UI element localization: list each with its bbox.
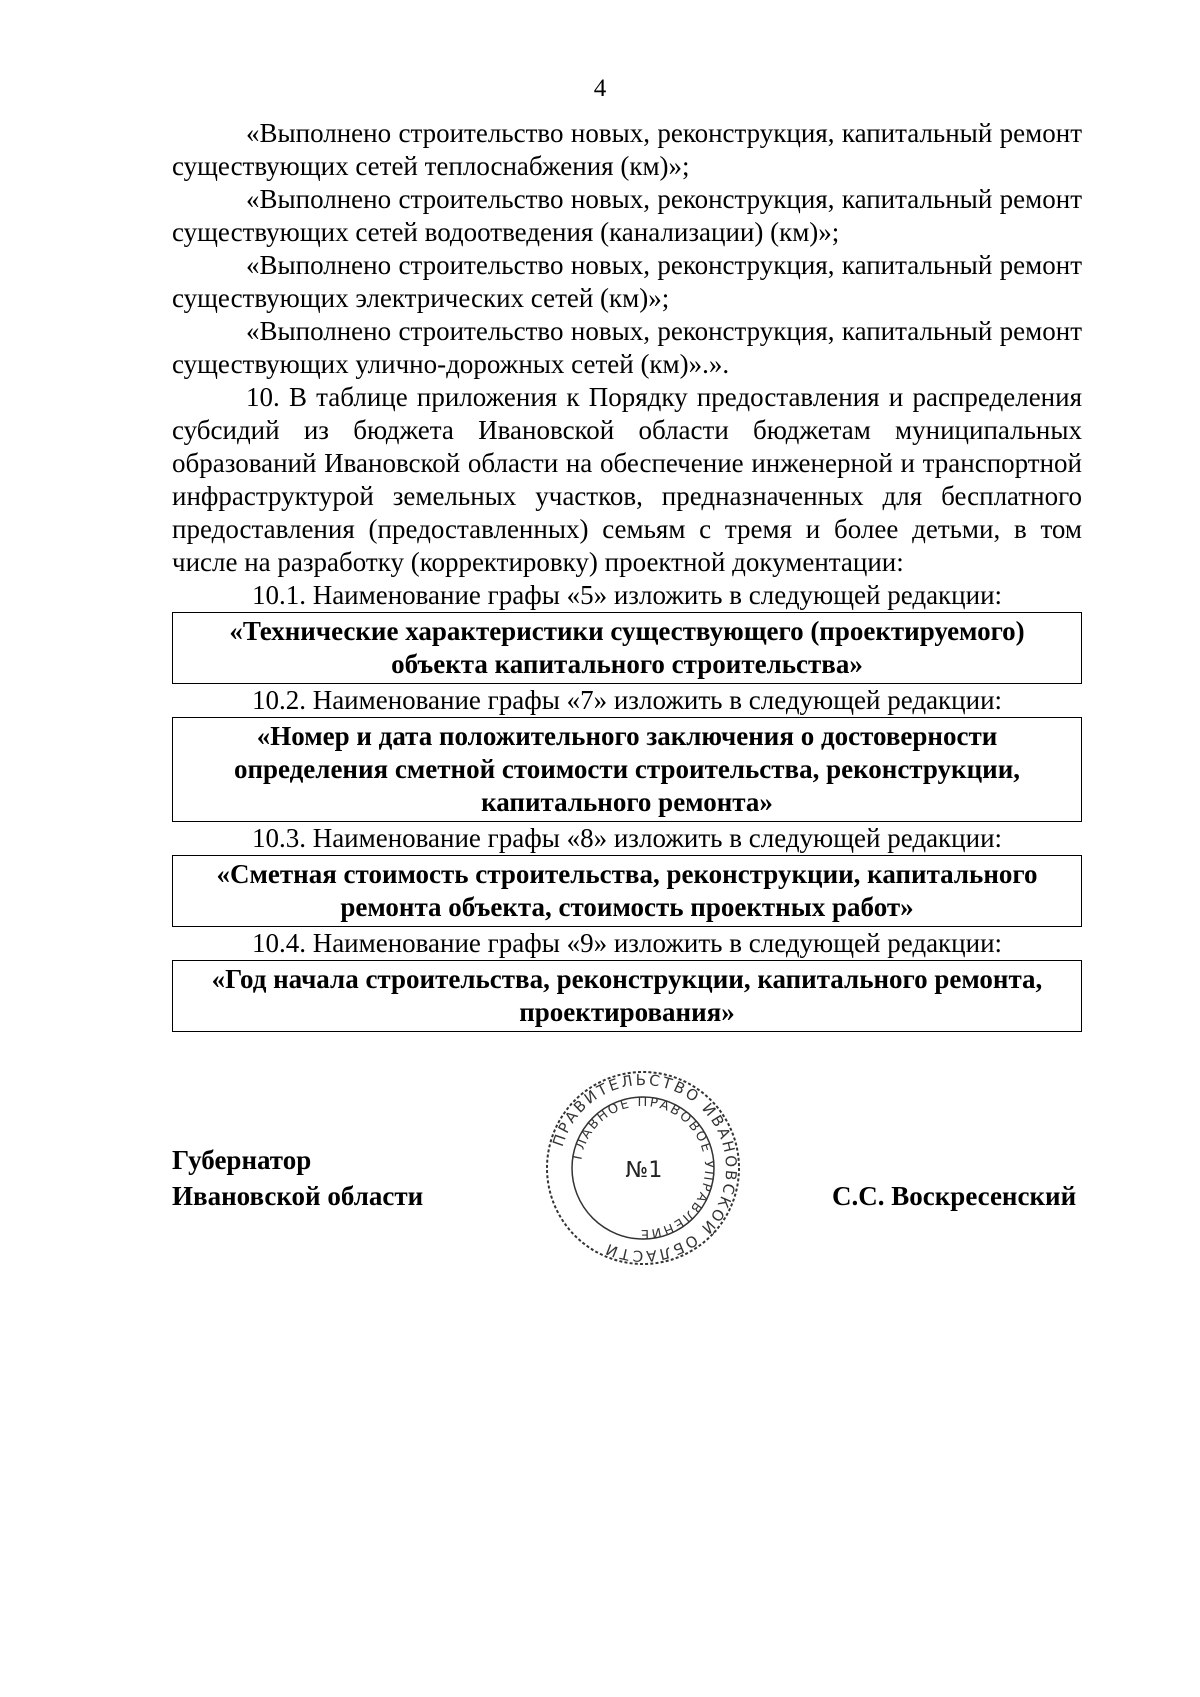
column-9-title-box: «Год начала строительства, реконструкции, капитального ремонта, проектирования» — [172, 960, 1082, 1032]
instruction-10-4: 10.4. Наименование графы «9» изложить в следующей редакции: — [251, 928, 1003, 958]
column-5-title-box: «Технические характеристики существующего (проектируемого) объекта капитального строительства» — [172, 612, 1082, 684]
svg-text:ГЛАВНОЕ ПРАВОВОЕ УПРАВЛЕНИЕ: ГЛАВНОЕ ПРАВОВОЕ УПРАВЛЕНИЕ — [570, 1094, 717, 1242]
stamp-number: №1 — [625, 1158, 663, 1183]
stamp-seal-icon — [543, 1068, 743, 1268]
paragraph-roads: «Выполнено строительство новых, реконструкция, капитальный ремонт существующих улично-дорожных сетей (км)».». — [172, 316, 1082, 379]
signatory-name: С.С. Воскресенский — [832, 1181, 1077, 1211]
instruction-10-2: 10.2. Наименование графы «7» изложить в следующей редакции: — [251, 685, 1003, 715]
position-line-2: Ивановской области — [172, 1181, 424, 1211]
paragraph-item-10: 10. В таблице приложения к Порядку предоставления и распределения субсидий из бюджета Ивановской области бюджетам муниципальных образований Ивановской области на обеспечение инженерной и транспортной инфраструктурой земельных участков, предназначенных для бесплатного предоставления (предоставленных) семьям с тремя и более детьми, в том числе на разработку (корректировку) проектной документации: — [172, 382, 1082, 577]
instruction-10-3: 10.3. Наименование графы «8» изложить в следующей редакции: — [251, 823, 1003, 853]
page-number: 4 — [593, 75, 607, 102]
paragraph-heat: «Выполнено строительство новых, реконструкция, капитальный ремонт существующих сетей теплоснабжения (км)»; — [172, 118, 1082, 181]
svg-text:ПРАВИТЕЛЬСТВО ИВАНОВСКОЙ ОБЛАС: ПРАВИТЕЛЬСТВО ИВАНОВСКОЙ ОБЛАСТИ — [549, 1070, 741, 1266]
signatory-position — [172, 1142, 423, 1214]
position-line-1: Губернатор — [172, 1145, 312, 1175]
paragraph-electric: «Выполнено строительство новых, реконструкция, капитальный ремонт существующих электрических сетей (км)»; — [172, 250, 1082, 313]
instruction-10-1: 10.1. Наименование графы «5» изложить в следующей редакции: — [251, 580, 1003, 610]
paragraph-sewage: «Выполнено строительство новых, реконструкция, капитальный ремонт существующих сетей водоотведения (канализации) (км)»; — [172, 184, 1082, 247]
document-body — [172, 117, 1082, 1032]
official-stamp — [543, 1068, 743, 1268]
column-7-title-box: «Номер и дата положительного заключения о достоверности определения сметной стоимости строительства, реконструкции, капитального ремонта» — [172, 717, 1082, 822]
column-8-title-box: «Сметная стоимость строительства, реконструкции, капитального ремонта объекта, стоимость проектных работ» — [172, 855, 1082, 927]
